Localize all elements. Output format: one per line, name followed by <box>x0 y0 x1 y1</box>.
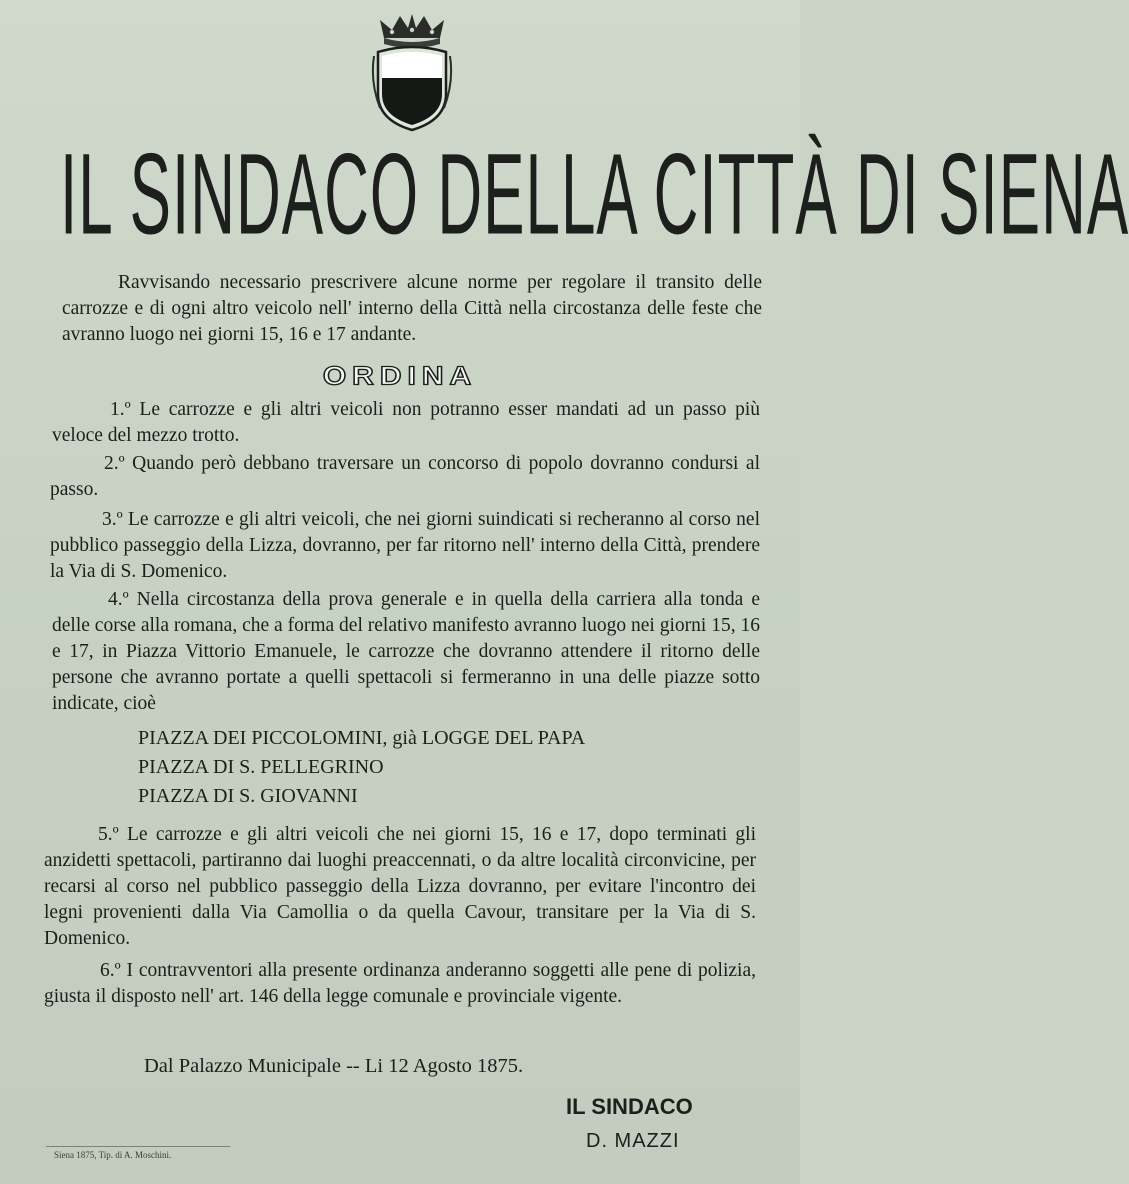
ordina-heading: ORDINA <box>322 362 478 391</box>
parking-squares-list <box>138 724 585 811</box>
signature-name: D. MAZZI <box>586 1130 680 1152</box>
list-item: PIAZZA DI S. GIOVANNI <box>138 785 358 807</box>
article-3: 3.º Le carrozze e gli altri veicoli, che nei giorni suindicati si recheranno al corso nel pubblico passeggio della Lizza, dovranno, per far ritorno nell' interno della Città, prendere la Via di S. Domenico. <box>50 509 760 582</box>
article-1: 1.º Le carrozze e gli altri veicoli non potranno esser mandati ad un passo più veloce del mezzo trotto. <box>52 399 760 446</box>
divider <box>46 1146 230 1147</box>
dateline: Dal Palazzo Municipale -- Li 12 Agosto 1875. <box>144 1055 524 1077</box>
intro-paragraph: Ravvisando necessario prescrivere alcune norme per regolare il transito delle carrozze e di ogni altro veicolo nell' interno della Città nella circostanza delle feste che avranno luogo nei giorni 15, 16 e 17 andante. <box>62 272 762 345</box>
printer-imprint: Siena 1875, Tip. di A. Moschini. <box>54 1150 172 1160</box>
poster-title: IL SINDACO DELLA CITTÀ DI SIENA <box>60 131 1129 260</box>
signature-title: IL SINDACO <box>566 1094 693 1119</box>
article-5: 5.º Le carrozze e gli altri veicoli che nei giorni 15, 16 e 17, dopo terminati gli anzidetti spettacoli, partiranno dai luoghi preaccennati, o da altre località circonvicine, per recarsi al corso nel pubblico passeggio della Lizza dovranno, per evitare l'incontro dei legni provenienti dalla Via Camollia o da quella Cavour, transitare per la Via di S. Domenico. <box>44 824 756 949</box>
article-4: 4.º Nella circostanza della prova generale e in quella della carriera alla tonda e delle corse alla romana, che a forma del relativo manifesto avranno luogo nei giorni 15, 16 e 17, in Piazza Vittorio Emanuele, le carrozze che dovranno attendere il ritorno delle persone che avranno portate a quelli spettacoli si fermeranno in una delle piazze sotto indicate, cioè <box>52 589 760 714</box>
article-2: 2.º Quando però debbano traversare un concorso di popolo dovranno condursi al passo. <box>50 453 760 500</box>
list-item: PIAZZA DI S. PELLEGRINO <box>138 756 384 778</box>
list-item: PIAZZA DEI PICCOLOMINI, già LOGGE DEL PAPA <box>138 727 586 749</box>
crown-icon <box>380 14 444 48</box>
article-6: 6.º I contravventori alla presente ordinanza anderanno soggetti alle pene di polizia, giusta il disposto nell' art. 146 della legge comunale e provinciale vigente. <box>44 960 756 1007</box>
